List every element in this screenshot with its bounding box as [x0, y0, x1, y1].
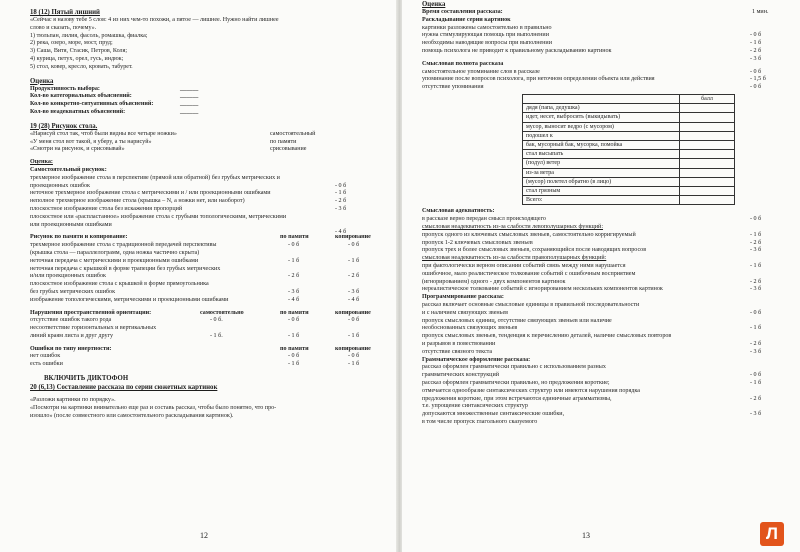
- self-item: неточное трехмерное изображение стола с метрическими и / или проекционными ошибками - 1 б: [30, 190, 347, 197]
- grammar-item: рассказ оформлен грамматически правильно с использованием разных: [422, 364, 606, 371]
- copy-item: неточная передача с метрическими и проекционными ошибками - 1 б - 1 б: [30, 257, 360, 264]
- publisher-logo-icon: Л: [760, 522, 784, 546]
- inert-header: Ошибки по типу инертности: по памяти копирование: [30, 345, 371, 352]
- task20-line: «Разложи картинки по порядку».: [30, 397, 116, 404]
- copy-item: без грубых метрических ошибок - 3 б - 3 б: [30, 288, 360, 295]
- table-row: стал грязным: [523, 187, 735, 196]
- table-row: из-за ветра: [523, 168, 735, 177]
- words-table: [522, 94, 735, 205]
- semantic-item: ошибочное, мало реалистическое толкование событий с ошибочным восприятием: [422, 270, 636, 277]
- task20-line: изошло» (после совместного или самостоятельного раскладывания картинок).: [30, 412, 234, 419]
- task18-score-line: Продуктивность выбора: ______: [30, 85, 199, 92]
- task18-item: 3) Саша, Витя, Стасик, Петров, Коля;: [30, 48, 128, 55]
- task18-instruction: «Сейчас я назову тебе 5 слов: 4 из них чем-то похожи, а пятое — лишнее. Нужно найти лишнее: [30, 17, 279, 23]
- semantic-item: пропуск 1-2 ключевых смысловых звеньев - 2 б: [422, 239, 762, 246]
- task19-line: «Смотри на рисунок, и срисовывай» срисовывание: [30, 146, 307, 153]
- grammar-items: [422, 364, 790, 426]
- series-item: нужна стимулирующая помощь при выполнении - 0 б: [422, 32, 762, 39]
- completeness-item: отсутствие упоминания - 0 б: [422, 84, 762, 91]
- table-header-score: балл: [680, 94, 735, 103]
- left-page: [0, 0, 398, 552]
- task19-score-title: Оценка:: [30, 159, 53, 166]
- self-item: плоскостное изображение стола без искажения пропорций - 3 б: [30, 205, 347, 212]
- semantic-item: в рассказе верно передан смысл происходящего - 0 б: [422, 216, 762, 223]
- spatial-header: Нарушения пространственной ориентации: самостоятельно по памяти копирование: [30, 309, 371, 316]
- task19-self-items: трехмерное изображение стола в перспективе (прямой или обратной) без грубых метрических и проекционных ошибок - 0 б неточное трехмерное изображение стола с метрическими и / или проекционными ошибками - 1 б неполное трехмерное изображение стола (крышка – N, а ножки нет, или наоборот) - 2 б плоскостное изображение стола без искажения пропорций - 3 б плоскостное или «распластанное» изображение стола с грубыми топологическими, метрическими или проекционными ошибками - 4 б: [30, 175, 384, 230]
- task18-items: [30, 33, 384, 72]
- task18-item: 4) курица, петух, орел, гусь, индюк;: [30, 55, 124, 62]
- series-item: помощь психолога не приводит к правильному раскладыванию картинок - 2 б: [422, 47, 762, 54]
- self-item: трехмерное изображение стола в перспективе (прямой или обратной) без грубых метрических и: [30, 174, 280, 181]
- task18-title: 18 (12) Пятый лишний: [30, 9, 100, 16]
- task18-item: 5) стол, ковер, кресло, кровать, табурет.: [30, 63, 133, 70]
- program-title: Программирование рассказа:: [422, 294, 504, 301]
- semantic-item: при фактологически верном описании событий связь между ними нарушается - 1 б: [422, 262, 762, 269]
- table-row: (подул) ветер: [523, 159, 735, 168]
- copy-item: изображение топологическими, метрическими и проекционными ошибками - 4 б - 4 б: [30, 296, 360, 303]
- semantic-item: пропуск трех и более смысловых звеньев, сохраняющийся после наводящих вопросов - 3 б: [422, 247, 762, 254]
- copy-item: трехмерное изображение стола с традиционной передачей перспективы - 0 б - 0 б: [30, 242, 360, 249]
- copy-item: (крышка стола — параллелограмм, одна ножка частично скрыта): [30, 249, 200, 256]
- semantic-item: пропуск одного из ключевых смысловых звеньев, самостоятельно корригируемый - 1 б: [422, 231, 762, 238]
- task19-title: 19 (28) Рисунок стола.: [30, 122, 98, 130]
- self-item: плоскостное или «распластанное» изображение стола с грубыми топологическими, метрическими: [30, 213, 287, 220]
- copy-header: Рисунок по памяти и копирование: по памяти копирование: [30, 234, 371, 241]
- spatial-item: отсутствие ошибок такого рода - 0 б. - 0 б - 0 б: [30, 317, 360, 324]
- copy-item: плоскостное изображение стола с крышкой в форме прямоугольника: [30, 281, 209, 288]
- program-item: и разрывов в повествовании - 2 б: [422, 340, 762, 347]
- grammar-item: в том числе пропуск глагольного сказуемого: [422, 418, 538, 425]
- inert-item: есть ошибки - 1 б - 1 б: [30, 361, 360, 368]
- program-item: и с наличием связующих звеньев - 0 б: [422, 309, 762, 316]
- program-items: [422, 302, 790, 357]
- grammar-item: рассказ оформлен грамматически правильно, но предложения короткие; - 1 б: [422, 379, 762, 386]
- program-item: необоснованных связующих звеньев - 1 б: [422, 325, 762, 332]
- page-number-left: 12: [200, 531, 208, 540]
- right-page: [402, 0, 800, 552]
- table-row: (мусор) полетел обратно (в лицо): [523, 177, 735, 186]
- completeness-item: самостоятельное упоминание слов в рассказе - 0 б: [422, 68, 762, 75]
- program-item: пропуск смысловых звеньев, тенденция к перечислению деталей, наличие смысловых повторов: [422, 333, 672, 340]
- grammar-item: допускаются множественные синтаксические ошибки, - 3 б: [422, 411, 762, 418]
- semantic-item: (игнорированием) одного - двух компонентов картинок - 2 б: [422, 278, 762, 285]
- dictaphone-note: ВКЛЮЧИТЬ ДИКТОФОН: [44, 375, 129, 383]
- program-item: пропуск смысловых единиц, отсутствие связующих звеньев или наличие: [422, 317, 612, 324]
- task18-instruction-cont: слово и сказать, почему».: [30, 24, 97, 31]
- grammar-title: Грамматическое оформление рассказа:: [422, 356, 531, 363]
- task20-line: «Посмотри на картинки внимательно еще раз и составь рассказ, чтобы было понятно, что про-: [30, 404, 277, 411]
- copy-items: [30, 242, 384, 304]
- completeness-item: упоминание после вопросов психолога, при неточном определении объекта или действия - 1,5 б: [422, 76, 766, 83]
- completeness-title: Смысловая полнота рассказа: [422, 60, 504, 67]
- copy-item: неточная передача с крышкой в форме трапеции без грубых метрических: [30, 265, 221, 272]
- grammar-item: предложения короткие, при этом встречаются единичные аграмматизмы, - 2 б: [422, 395, 762, 402]
- self-item: или проекционными ошибками: [30, 221, 112, 228]
- task18-score-line: Кол-во неадекватных объяснений: ______: [30, 108, 199, 115]
- program-item: отсутствие связного текста - 3 б: [422, 348, 762, 355]
- right-score-title: Оценка: [422, 1, 446, 8]
- semantic-item: нереалистическое толкование событий с игнорированием нескольких компонентов картинок - 3 б: [422, 286, 762, 293]
- series-title: Раскладывание серии картинок: [422, 16, 511, 23]
- table-row: идет, несет, выбросить (выкидывать): [523, 113, 735, 122]
- task18-item: 1) тюльпан, лилия, фасоль, ромашка, фиалка;: [30, 32, 148, 39]
- table-row: [523, 94, 735, 103]
- table-row: бак, мусорный бак, мусорка, помойка: [523, 140, 735, 149]
- semantic-subhead: смысловая неадекватность из-за слабости левополушарных функций:: [422, 224, 604, 230]
- semantic-title: Смысловая адекватность:: [422, 208, 495, 215]
- table-row: подошел к: [523, 131, 735, 140]
- series-item: картинки разложены самостоятельно в правильно: [422, 24, 552, 31]
- task20-title: 20 (6,13) Составление рассказа по серии сюжетных картинок: [30, 384, 218, 392]
- task19-line: «Нарисуй стол так, чтоб были видны все четыре ножки» самостоятельный: [30, 130, 316, 137]
- inert-item: нет ошибок - 0 б - 0 б: [30, 353, 360, 360]
- table-row: дядя (папа, дедушка): [523, 104, 735, 113]
- task19-self-title: Самостоятельный рисунок:: [30, 166, 107, 173]
- self-item: проекционных ошибок - 0 б: [30, 182, 347, 189]
- time-title: Время составления рассказа: 1 мин.: [422, 9, 769, 15]
- completeness-items: [422, 69, 790, 92]
- self-item: неполное трехмерное изображение стола (крышка – N, а ножки нет, или наоборот) - 2 б: [30, 198, 347, 205]
- spatial-item: несоответствие горизонтальных и вертикальных: [30, 325, 157, 332]
- page-number-right: 13: [582, 531, 590, 540]
- copy-item: и/или проекционных ошибок - 2 б - 2 б: [30, 273, 360, 280]
- table-row: стал высыпать: [523, 150, 735, 159]
- task19-line: «У меня стол вот такой, я уберу, а ты нарисуй» по памяти: [30, 138, 297, 145]
- task18-score-title: Оценка: [30, 77, 54, 85]
- spatial-item: линий краям листа и друг другу - 1 б. - 1 б - 1 б: [30, 332, 360, 339]
- program-item: рассказ включает основные смысловые единицы в правильной последовательности: [422, 301, 640, 308]
- task18-item: 2) река, озеро, море, мост, пруд;: [30, 40, 113, 47]
- semantic-items: [422, 216, 790, 294]
- table-row: Всего:: [523, 196, 735, 205]
- series-item: необходимы наводящие вопросы при выполнении - 1 б: [422, 40, 762, 47]
- task18-score-line: Кол-во конкретно-ситуативных объяснений: ______: [30, 101, 199, 108]
- task18-score-line: Кол-во категориальных объяснений: ______: [30, 93, 199, 100]
- series-items: картинки разложены самостоятельно в правильно нужна стимулирующая помощь при выполнении - 0 б необходимы наводящие вопросы при выполнении - 1 б помощь психолога не приводит к правильному раскладыванию картинок - 2 б - 3 б: [422, 25, 790, 56]
- table-row: мусор, выносит ведро (с мусором): [523, 122, 735, 131]
- grammar-item: отмечается однообразие синтаксических структур или имеются нарушения порядка: [422, 387, 640, 394]
- grammar-item: грамматических конструкций - 0 б: [422, 372, 762, 379]
- grammar-item: т.е. упрощение синтаксических структур: [422, 403, 528, 410]
- semantic-subhead: смысловая неадекватность из-за слабости правополушарных функций:: [422, 255, 607, 262]
